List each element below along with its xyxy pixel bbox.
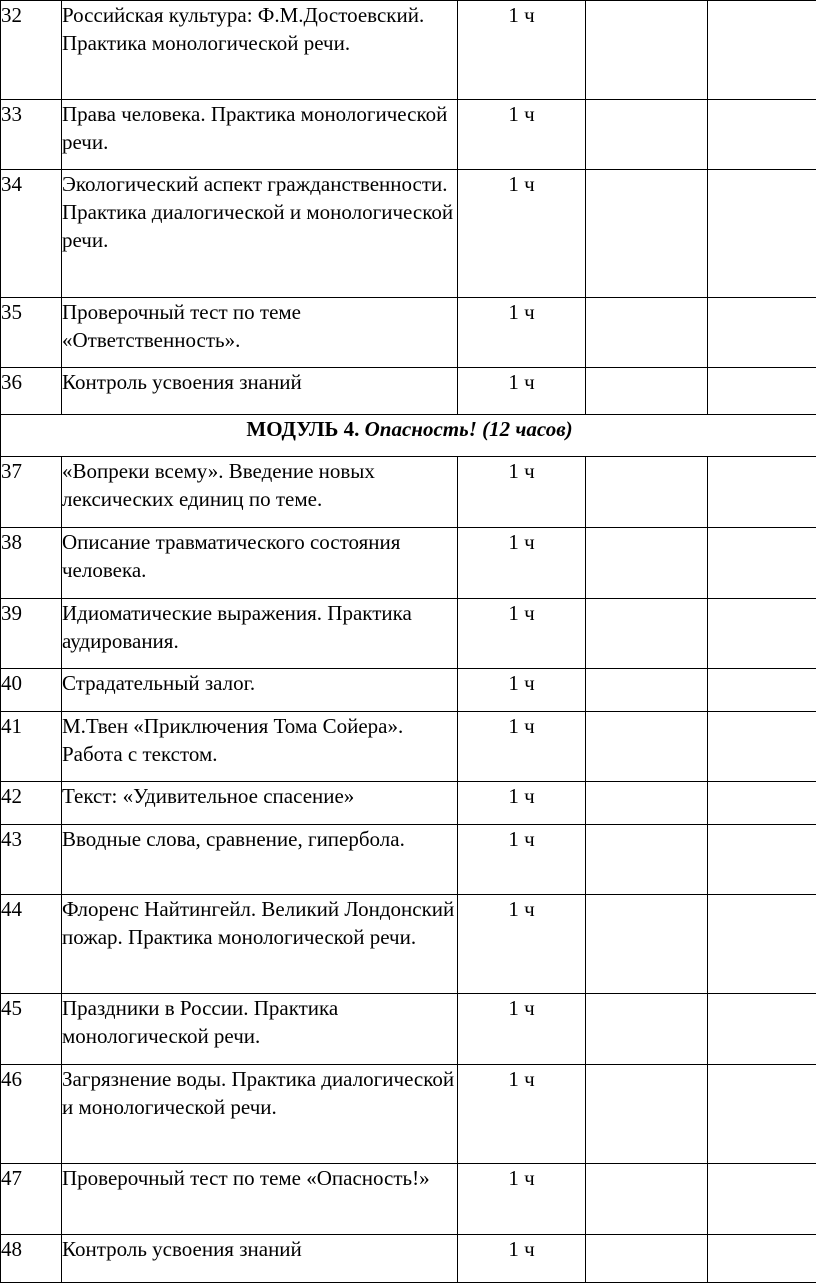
- lesson-number: 40: [1, 669, 62, 712]
- table-row: [1, 528, 816, 599]
- lesson-number: 39: [1, 599, 62, 669]
- lesson-topic: Праздники в России. Практика монологической речи.: [62, 994, 458, 1065]
- lesson-number: 32: [1, 1, 62, 100]
- lesson-hours: 1 ч: [458, 170, 586, 298]
- empty-cell: [586, 825, 708, 895]
- empty-cell: [586, 712, 708, 782]
- lesson-number: 35: [1, 298, 62, 368]
- lesson-hours: 1 ч: [458, 1164, 586, 1235]
- empty-cell: [586, 599, 708, 669]
- empty-cell: [708, 528, 816, 599]
- empty-cell: [708, 1, 816, 100]
- table-row: [1, 1065, 816, 1164]
- table-row: [1, 100, 816, 170]
- empty-cell: [708, 895, 816, 994]
- lesson-topic: «Вопреки всему». Введение новых лексических единиц по теме.: [62, 457, 458, 528]
- lesson-topic: Проверочный тест по теме «Опасность!»: [62, 1164, 458, 1235]
- empty-cell: [586, 170, 708, 298]
- empty-cell: [586, 1164, 708, 1235]
- lesson-hours: 1 ч: [458, 457, 586, 528]
- module-header: [1, 415, 816, 457]
- lesson-hours: 1 ч: [458, 1, 586, 100]
- empty-cell: [708, 100, 816, 170]
- empty-cell: [708, 712, 816, 782]
- lesson-hours: 1 ч: [458, 712, 586, 782]
- lesson-number: 37: [1, 457, 62, 528]
- lesson-number: 38: [1, 528, 62, 599]
- empty-cell: [586, 994, 708, 1065]
- lesson-topic: Контроль усвоения знаний: [62, 1235, 458, 1283]
- empty-cell: [708, 669, 816, 712]
- lesson-hours: 1 ч: [458, 298, 586, 368]
- lesson-topic: Экологический аспект гражданственности. Практика диалогической и монологической речи.: [62, 170, 458, 298]
- lesson-hours: 1 ч: [458, 825, 586, 895]
- empty-cell: [586, 782, 708, 825]
- lesson-number: 34: [1, 170, 62, 298]
- empty-cell: [708, 825, 816, 895]
- lesson-hours: 1 ч: [458, 368, 586, 415]
- lesson-hours: 1 ч: [458, 782, 586, 825]
- table-row: [1, 170, 816, 298]
- empty-cell: [708, 599, 816, 669]
- empty-cell: [586, 368, 708, 415]
- lesson-number: 45: [1, 994, 62, 1065]
- table-row: [1, 669, 816, 712]
- lesson-number: 41: [1, 712, 62, 782]
- module-prefix: МОДУЛЬ 4.: [246, 417, 359, 441]
- empty-cell: [586, 895, 708, 994]
- empty-cell: [708, 170, 816, 298]
- empty-cell: [708, 782, 816, 825]
- lesson-topic: Идиоматические выражения. Практика аудирования.: [62, 599, 458, 669]
- table-row: [1, 298, 816, 368]
- lesson-topic: Текст: «Удивительное спасение»: [62, 782, 458, 825]
- lesson-hours: 1 ч: [458, 599, 586, 669]
- lesson-hours: 1 ч: [458, 528, 586, 599]
- empty-cell: [586, 457, 708, 528]
- lesson-topic: Российская культура: Ф.М.Достоевский. Практика монологической речи.: [62, 1, 458, 100]
- empty-cell: [708, 1164, 816, 1235]
- table-row: [1, 895, 816, 994]
- lesson-number: 48: [1, 1235, 62, 1283]
- empty-cell: [586, 100, 708, 170]
- table-row: [1, 368, 816, 415]
- empty-cell: [708, 994, 816, 1065]
- lesson-topic: Описание травматического состояния человека.: [62, 528, 458, 599]
- lesson-topic: Проверочный тест по теме «Ответственность».: [62, 298, 458, 368]
- empty-cell: [708, 1235, 816, 1283]
- lesson-hours: 1 ч: [458, 1065, 586, 1164]
- empty-cell: [708, 298, 816, 368]
- lesson-hours: 1 ч: [458, 994, 586, 1065]
- empty-cell: [586, 669, 708, 712]
- lesson-number: 46: [1, 1065, 62, 1164]
- lesson-topic: Контроль усвоения знаний: [62, 368, 458, 415]
- lesson-hours: 1 ч: [458, 100, 586, 170]
- table-row: [1, 782, 816, 825]
- module-header-row: [1, 415, 816, 457]
- empty-cell: [586, 1, 708, 100]
- lesson-topic: Права человека. Практика монологической речи.: [62, 100, 458, 170]
- table-row: [1, 994, 816, 1065]
- lesson-hours: 1 ч: [458, 895, 586, 994]
- lesson-hours: 1 ч: [458, 669, 586, 712]
- table-row: [1, 1235, 816, 1283]
- module-title: Опасность! (12 часов): [365, 417, 573, 441]
- lesson-number: 42: [1, 782, 62, 825]
- empty-cell: [708, 1065, 816, 1164]
- table-row: [1, 599, 816, 669]
- table-row: [1, 712, 816, 782]
- empty-cell: [586, 1235, 708, 1283]
- empty-cell: [708, 368, 816, 415]
- lesson-number: 33: [1, 100, 62, 170]
- table-row: [1, 457, 816, 528]
- lesson-number: 44: [1, 895, 62, 994]
- lesson-number: 43: [1, 825, 62, 895]
- empty-cell: [586, 298, 708, 368]
- lesson-hours: 1 ч: [458, 1235, 586, 1283]
- empty-cell: [586, 528, 708, 599]
- lesson-topic: Страдательный залог.: [62, 669, 458, 712]
- lesson-number: 36: [1, 368, 62, 415]
- lesson-number: 47: [1, 1164, 62, 1235]
- empty-cell: [708, 457, 816, 528]
- lesson-topic: Флоренс Найтингейл. Великий Лондонский пожар. Практика монологической речи.: [62, 895, 458, 994]
- lesson-topic: Загрязнение воды. Практика диалогической и монологической речи.: [62, 1065, 458, 1164]
- lesson-topic: М.Твен «Приключения Тома Сойера». Работа с текстом.: [62, 712, 458, 782]
- table-row: [1, 825, 816, 895]
- table-row: [1, 1, 816, 100]
- table-row: [1, 1164, 816, 1235]
- lesson-topic: Вводные слова, сравнение, гипербола.: [62, 825, 458, 895]
- empty-cell: [586, 1065, 708, 1164]
